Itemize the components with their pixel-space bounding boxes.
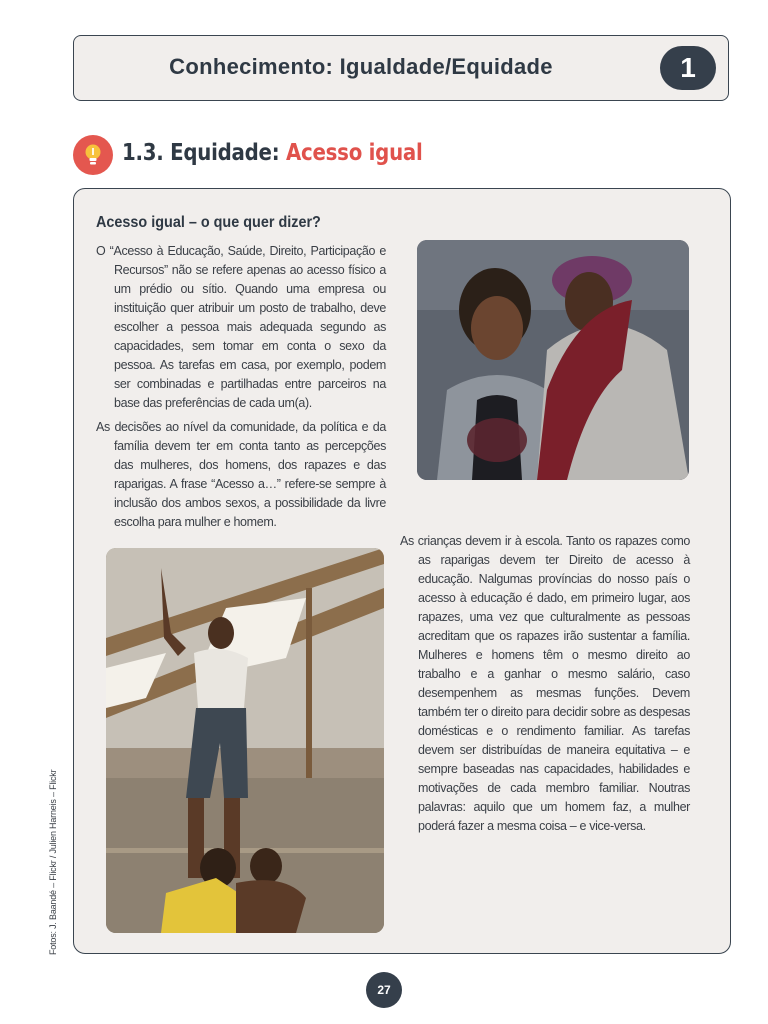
photo-credit: Fotos: J. Baandé – Flickr / Julien Harneis – Flickr [48, 769, 58, 955]
photo-acrobats [106, 548, 384, 933]
paragraph-decisions: As decisões ao nível da comunidade, da política e da família devem ter em conta tanto as percepções das mulheres, dos homens, dos rapazes e das raparigas. A frase “Acesso a…” refere-se sempre à inclusão dos ambos sexos, a possibilidade da livre escolha para mulher e homem. [96, 420, 386, 529]
page-number: 27 [366, 972, 402, 1008]
photo-two-women [417, 240, 689, 480]
section-accent-title: Acesso igual [285, 140, 423, 166]
section-heading [122, 140, 423, 166]
content-heading: Acesso igual – o que quer dizer? [96, 214, 321, 231]
chapter-title: Conhecimento: Igualdade/Equidade [169, 54, 553, 79]
chapter-header [73, 35, 729, 101]
section-number: 1.3. Equidade: [122, 140, 280, 166]
paragraph-access: O “Acesso à Educação, Saúde, Direito, Participação e Recursos” não se refere apenas ao acesso físico a um prédio ou sítio. Quando uma empresa ou instituição quer atribuir um posto de trabalho, deve escolher a pessoa mais adequada segundo as capacidades, sem tomar em conta o sexo da pessoa. As tarefas em casa, por exemplo, podem ser combinadas e partilhadas entre parceiros na base das preferências de cada um(a). [96, 244, 386, 410]
paragraph-children: As crianças devem ir à escola. Tanto os rapazes como as raparigas devem ter Direito de acesso à educação. Nalgumas províncias do nosso país o acesso à educação é dado, em primeiro lugar, aos rapazes, uma vez que culturalmente as pessoas acreditam que os rapazes irão sustentar a família. Mulheres e homens têm o mesmo direito ao trabalho e a ganhar o mesmo salário, caso desempenhem as mesmas funções. Devem também ter o direito para decidir sobre as despesas domésticas e o rendimento familiar. As tarefas devem ser distribuídas de maneira equitativa – e sempre baseadas nas capacidades, habilidades e motivações de cada membro familiar. Noutras palavras: aquilo que um homem faz, a mulher poderá fazer a mesma coisa – e vice-versa. [400, 534, 690, 833]
chapter-number-badge: 1 [660, 46, 716, 90]
lightbulb-icon [73, 135, 113, 175]
